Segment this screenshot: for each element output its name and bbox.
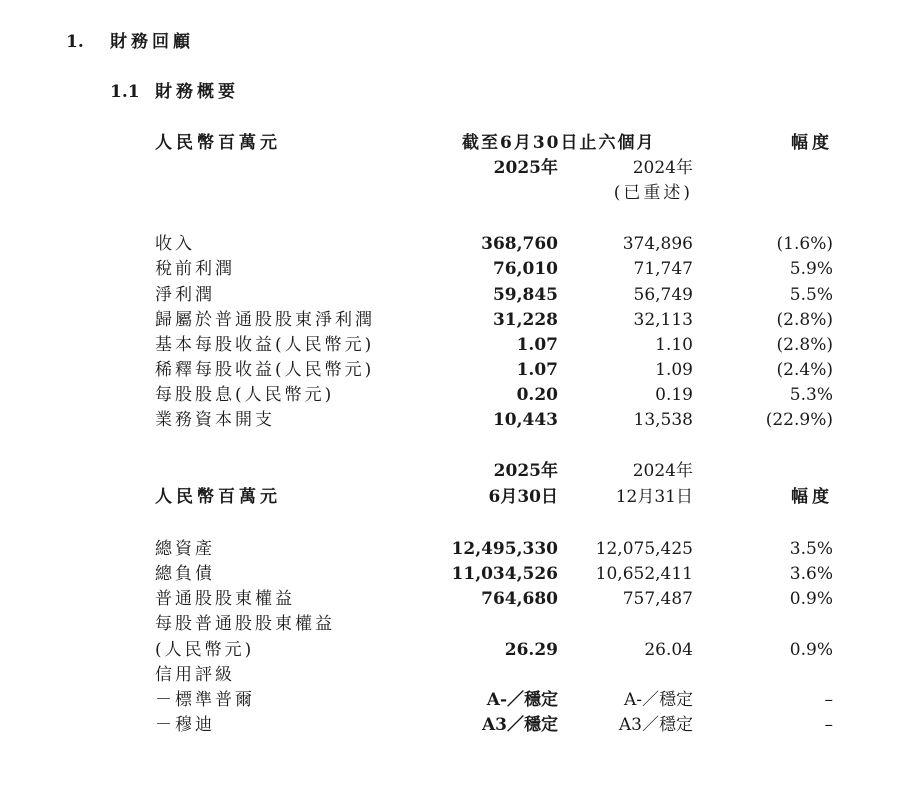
row-value-2025: 1.07 (516, 360, 558, 380)
row-value-2024: 10,652,411 (595, 564, 693, 584)
row-value-2025: 31,228 (492, 310, 558, 330)
row-value-2024: 32,113 (633, 310, 693, 330)
row-label: 歸屬於普通股股東淨利潤 (155, 310, 375, 330)
table1-col1-header: 2025年 (493, 158, 558, 178)
credit-rating-label: 信用評級 (155, 665, 235, 685)
row-label: 每股股息(人民幣元) (155, 385, 335, 405)
row-value-2025: A-／穩定 (486, 690, 558, 710)
row-change: (2.8%) (776, 310, 833, 330)
row-value-2025: 368,760 (481, 234, 558, 254)
row-value-2024: 26.04 (644, 640, 693, 660)
table2-col1-date: 6月30日 (488, 487, 558, 507)
row-change: 3.6% (789, 564, 833, 584)
row-label: 稀釋每股收益(人民幣元) (155, 360, 375, 380)
row-value-2024: A3／穩定 (618, 715, 693, 735)
row-change: (1.6%) (776, 234, 833, 254)
row-value-2025: 1.07 (516, 335, 558, 355)
row-value-2025: 59,845 (492, 285, 558, 305)
row-change: – (824, 690, 833, 710)
row-value-2024: 374,896 (622, 234, 693, 254)
section-title: 財務回顧 (110, 32, 194, 52)
table1-col2-note: (已重述) (613, 183, 693, 203)
row-value-2025: 76,010 (492, 259, 558, 279)
table1-col2-header: 2024年 (632, 158, 693, 178)
row-label: 普通股股東權益 (155, 589, 295, 609)
row-value-2025: 764,680 (481, 589, 558, 609)
row-value-2024: 0.19 (655, 385, 693, 405)
row-change: 5.9% (789, 259, 833, 279)
row-value-2025: 26.29 (504, 640, 558, 660)
row-value-2024: 12,075,425 (595, 539, 693, 559)
row-value-2024: 1.10 (655, 335, 693, 355)
row-value-2024: 1.09 (655, 360, 693, 380)
row-label: 業務資本開支 (155, 410, 275, 430)
row-label: 淨利潤 (155, 285, 215, 305)
row-value-2025: 0.20 (516, 385, 558, 405)
row-label: 每股普通股股東權益 (155, 614, 335, 634)
row-change: – (824, 715, 833, 735)
subsection-title: 財務概要 (155, 82, 239, 102)
row-change: 3.5% (789, 539, 833, 559)
table1-unit-label: 人民幣百萬元 (155, 133, 281, 153)
subsection-number: 1.1 (110, 82, 140, 102)
table1-change-header: 幅度 (791, 133, 833, 153)
row-change: (2.4%) (776, 360, 833, 380)
row-value-2024: 56,749 (633, 285, 693, 305)
row-value-2024: 13,538 (633, 410, 693, 430)
row-change: (2.8%) (776, 335, 833, 355)
table2-unit-label: 人民幣百萬元 (155, 487, 281, 507)
row-value-2025: 10,443 (492, 410, 558, 430)
row-label: 總負債 (155, 564, 215, 584)
row-value-2024: 71,747 (633, 259, 693, 279)
row-value-2024: 757,487 (622, 589, 693, 609)
row-label: 稅前利潤 (155, 259, 235, 279)
table1-period-header: 截至6月30日止六個月 (462, 133, 656, 153)
row-value-2025: A3／穩定 (481, 715, 558, 735)
row-label: 收入 (155, 234, 195, 254)
row-change: 5.5% (789, 285, 833, 305)
row-value-2024: A-／穩定 (623, 690, 693, 710)
row-value-2025: 12,495,330 (451, 539, 558, 559)
row-label: －穆迪 (155, 715, 215, 735)
row-label-unit: (人民幣元) (155, 640, 255, 660)
row-change: (22.9%) (765, 410, 833, 430)
row-change: 0.9% (789, 589, 833, 609)
table2-col2-date: 12月31日 (615, 487, 693, 507)
row-change: 5.3% (789, 385, 833, 405)
row-label: 基本每股收益(人民幣元) (155, 335, 375, 355)
table2-col1-year: 2025年 (493, 461, 558, 481)
row-change: 0.9% (789, 640, 833, 660)
row-label: 總資產 (155, 539, 215, 559)
row-label: －標準普爾 (155, 690, 255, 710)
row-value-2025: 11,034,526 (451, 564, 558, 584)
table2-col2-year: 2024年 (632, 461, 693, 481)
table2-change-header: 幅度 (791, 487, 833, 507)
section-number: 1. (66, 32, 84, 52)
